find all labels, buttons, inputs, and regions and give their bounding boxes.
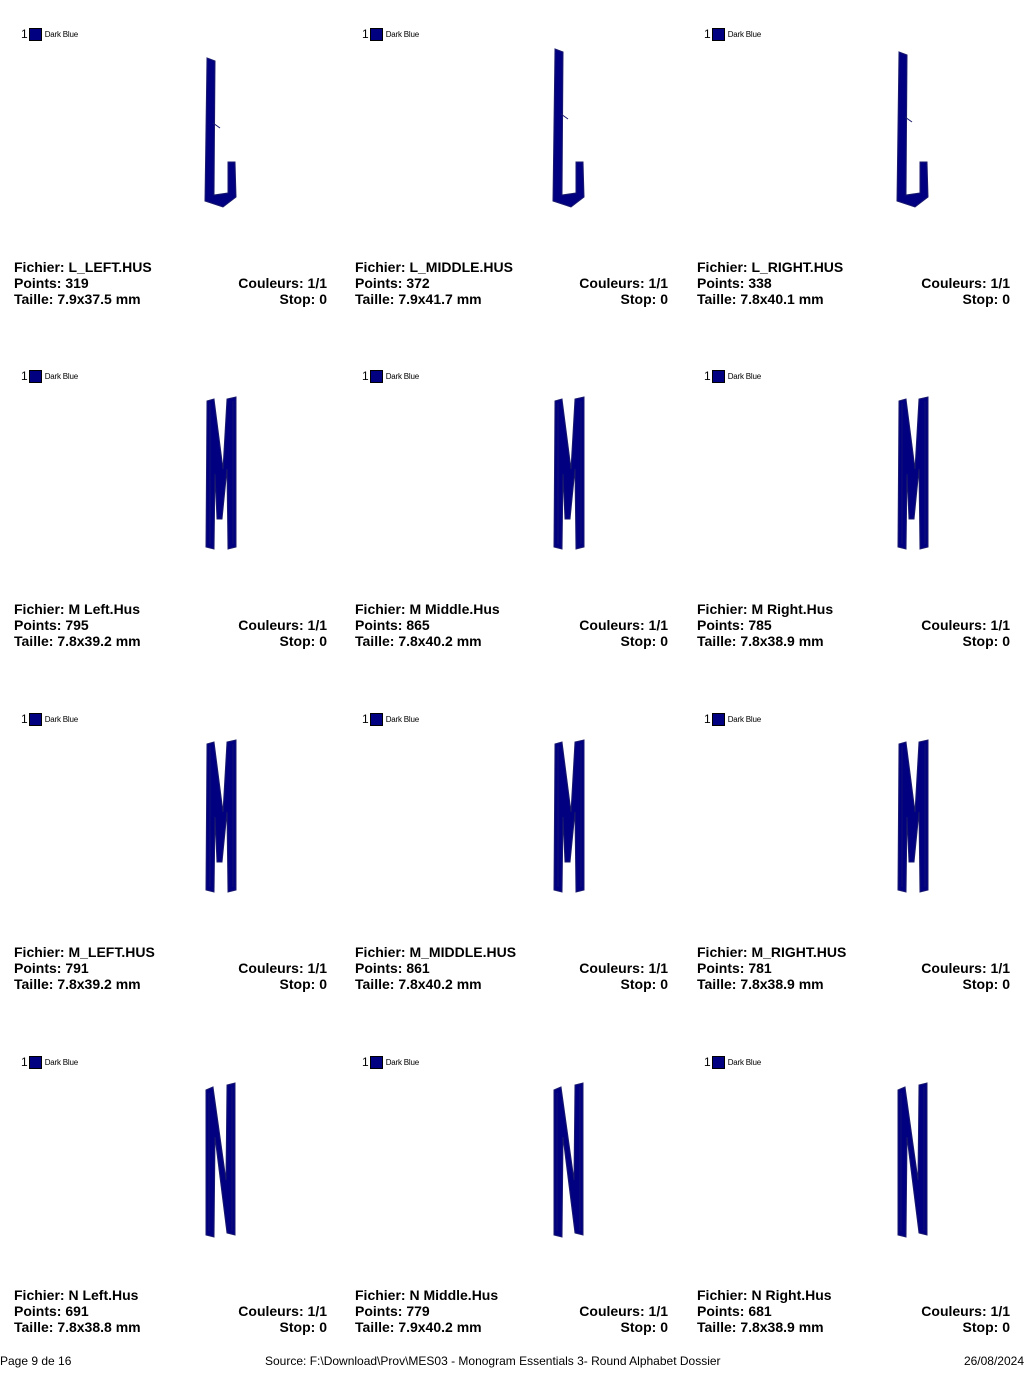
design-card <box>355 712 685 1042</box>
design-info <box>355 259 668 307</box>
points-value: 691 <box>65 1303 89 1319</box>
stop-label: Stop: <box>962 1319 1003 1335</box>
thread-name: Dark Blue <box>727 1057 762 1067</box>
stop-label: Stop: <box>279 633 320 649</box>
file-name: N Middle.Hus <box>409 1287 499 1303</box>
embroidery-letter-m <box>885 389 965 564</box>
file-name: L_RIGHT.HUS <box>751 259 844 275</box>
points-value: 791 <box>65 960 89 976</box>
stop-value: 0 <box>1002 976 1010 992</box>
color-swatch <box>29 713 42 726</box>
colors-value: 1/1 <box>307 617 327 633</box>
file-label: Fichier: <box>355 1287 410 1303</box>
file-name: M_RIGHT.HUS <box>751 944 847 960</box>
size-label: Taille: <box>14 291 58 307</box>
colors-label: Couleurs: <box>921 1303 991 1319</box>
thread-name: Dark Blue <box>385 29 420 39</box>
design-card <box>14 27 344 357</box>
points-label: Points: <box>697 960 749 976</box>
size-value: 7.8x38.9 mm <box>740 1319 824 1335</box>
thread-name: Dark Blue <box>44 1057 79 1067</box>
size-value: 7.8x38.8 mm <box>57 1319 141 1335</box>
points-label: Points: <box>355 617 407 633</box>
design-info <box>355 1287 668 1335</box>
thread-legend <box>362 27 419 41</box>
stop-label: Stop: <box>279 1319 320 1335</box>
file-label: Fichier: <box>355 601 410 617</box>
colors-label: Couleurs: <box>238 960 308 976</box>
stop-value: 0 <box>660 976 668 992</box>
points-value: 795 <box>65 617 89 633</box>
design-card <box>355 369 685 699</box>
points-value: 681 <box>748 1303 772 1319</box>
design-card <box>14 712 344 1042</box>
thread-legend <box>21 1055 78 1069</box>
embroidery-letter-l <box>541 47 621 222</box>
file-label: Fichier: <box>697 1287 752 1303</box>
thread-name: Dark Blue <box>44 371 79 381</box>
thread-name: Dark Blue <box>727 714 762 724</box>
embroidery-preview <box>541 47 621 222</box>
size-label: Taille: <box>14 976 58 992</box>
thread-legend <box>362 712 419 726</box>
size-label: Taille: <box>355 976 399 992</box>
thread-number: 1 <box>362 712 369 726</box>
thread-number: 1 <box>704 712 711 726</box>
embroidery-preview <box>885 1075 965 1250</box>
color-swatch <box>712 1056 725 1069</box>
stop-value: 0 <box>660 291 668 307</box>
size-value: 7.8x38.9 mm <box>740 633 824 649</box>
colors-value: 1/1 <box>648 1303 668 1319</box>
thread-number: 1 <box>704 1055 711 1069</box>
file-label: Fichier: <box>14 944 69 960</box>
design-info <box>14 944 327 992</box>
embroidery-letter-n <box>193 1075 273 1250</box>
colors-label: Couleurs: <box>238 1303 308 1319</box>
embroidery-letter-m <box>541 389 621 564</box>
file-name: M Middle.Hus <box>409 601 500 617</box>
stop-label: Stop: <box>620 633 661 649</box>
design-card <box>697 712 1024 1042</box>
colors-label: Couleurs: <box>238 617 308 633</box>
colors-label: Couleurs: <box>921 960 991 976</box>
size-label: Taille: <box>697 291 741 307</box>
embroidery-letter-l <box>193 47 273 222</box>
colors-label: Couleurs: <box>579 275 649 291</box>
stop-value: 0 <box>319 1319 327 1335</box>
thread-number: 1 <box>362 1055 369 1069</box>
colors-value: 1/1 <box>648 275 668 291</box>
file-name: N Right.Hus <box>751 1287 832 1303</box>
colors-value: 1/1 <box>990 617 1010 633</box>
stop-label: Stop: <box>620 1319 661 1335</box>
points-label: Points: <box>14 960 66 976</box>
thread-legend <box>21 369 78 383</box>
embroidery-letter-m <box>193 732 273 907</box>
embroidery-preview <box>193 732 273 907</box>
design-info <box>697 1287 1010 1335</box>
embroidery-preview <box>885 732 965 907</box>
points-value: 779 <box>406 1303 430 1319</box>
design-info <box>355 944 668 992</box>
color-swatch <box>370 1056 383 1069</box>
points-label: Points: <box>355 275 407 291</box>
thread-number: 1 <box>362 27 369 41</box>
file-label: Fichier: <box>355 259 410 275</box>
file-label: Fichier: <box>697 259 752 275</box>
stop-value: 0 <box>319 633 327 649</box>
colors-label: Couleurs: <box>921 275 991 291</box>
colors-label: Couleurs: <box>579 1303 649 1319</box>
embroidery-letter-n <box>541 1075 621 1250</box>
thread-legend <box>21 27 78 41</box>
thread-legend <box>362 369 419 383</box>
size-value: 7.8x40.2 mm <box>398 633 482 649</box>
color-swatch <box>29 28 42 41</box>
size-label: Taille: <box>697 976 741 992</box>
colors-label: Couleurs: <box>579 960 649 976</box>
size-label: Taille: <box>14 633 58 649</box>
embroidery-letter-n <box>885 1075 965 1250</box>
size-value: 7.9x37.5 mm <box>57 291 141 307</box>
thread-number: 1 <box>21 27 28 41</box>
colors-label: Couleurs: <box>579 617 649 633</box>
colors-value: 1/1 <box>990 275 1010 291</box>
points-label: Points: <box>14 617 66 633</box>
file-label: Fichier: <box>355 944 410 960</box>
color-swatch <box>29 1056 42 1069</box>
color-swatch <box>712 28 725 41</box>
points-label: Points: <box>14 1303 66 1319</box>
stop-label: Stop: <box>620 976 661 992</box>
thread-number: 1 <box>21 712 28 726</box>
stop-value: 0 <box>1002 633 1010 649</box>
thread-legend <box>704 1055 761 1069</box>
points-label: Points: <box>697 1303 749 1319</box>
embroidery-preview <box>541 732 621 907</box>
design-card <box>697 1055 1024 1385</box>
embroidery-letter-l <box>885 47 965 222</box>
points-label: Points: <box>355 1303 407 1319</box>
file-name: M Left.Hus <box>68 601 141 617</box>
file-name: L_MIDDLE.HUS <box>409 259 513 275</box>
file-label: Fichier: <box>697 944 752 960</box>
size-value: 7.8x39.2 mm <box>57 633 141 649</box>
stop-value: 0 <box>319 976 327 992</box>
points-label: Points: <box>14 275 66 291</box>
color-swatch <box>370 370 383 383</box>
colors-value: 1/1 <box>307 275 327 291</box>
colors-value: 1/1 <box>990 960 1010 976</box>
points-label: Points: <box>697 617 749 633</box>
colors-value: 1/1 <box>648 617 668 633</box>
design-card <box>14 369 344 699</box>
design-info <box>14 1287 327 1335</box>
stop-label: Stop: <box>962 633 1003 649</box>
file-name: M Right.Hus <box>751 601 834 617</box>
color-swatch <box>712 713 725 726</box>
embroidery-letter-m <box>193 389 273 564</box>
stop-value: 0 <box>1002 291 1010 307</box>
thread-name: Dark Blue <box>727 29 762 39</box>
design-card <box>697 27 1024 357</box>
thread-legend <box>362 1055 419 1069</box>
design-info <box>14 259 327 307</box>
thread-legend <box>21 712 78 726</box>
size-value: 7.8x38.9 mm <box>740 976 824 992</box>
file-label: Fichier: <box>14 1287 69 1303</box>
stop-value: 0 <box>1002 1319 1010 1335</box>
file-label: Fichier: <box>697 601 752 617</box>
design-info <box>14 601 327 649</box>
embroidery-preview <box>541 1075 621 1250</box>
design-info <box>697 944 1010 992</box>
colors-value: 1/1 <box>307 960 327 976</box>
embroidery-preview <box>193 389 273 564</box>
colors-label: Couleurs: <box>921 617 991 633</box>
print-date: 26/08/2024 <box>963 1354 1024 1368</box>
stop-label: Stop: <box>279 976 320 992</box>
thread-legend <box>704 27 761 41</box>
thread-name: Dark Blue <box>385 371 420 381</box>
design-card <box>14 1055 344 1385</box>
points-value: 865 <box>406 617 430 633</box>
size-value: 7.8x40.2 mm <box>398 976 482 992</box>
thread-legend <box>704 369 761 383</box>
embroidery-preview <box>193 47 273 222</box>
color-swatch <box>712 370 725 383</box>
stop-label: Stop: <box>620 291 661 307</box>
stop-label: Stop: <box>962 976 1003 992</box>
thread-number: 1 <box>704 369 711 383</box>
thread-name: Dark Blue <box>385 714 420 724</box>
stop-value: 0 <box>319 291 327 307</box>
thread-number: 1 <box>21 369 28 383</box>
embroidery-letter-m <box>541 732 621 907</box>
file-name: M_LEFT.HUS <box>68 944 155 960</box>
size-label: Taille: <box>697 1319 741 1335</box>
points-value: 372 <box>406 275 430 291</box>
points-value: 319 <box>65 275 89 291</box>
file-label: Fichier: <box>14 259 69 275</box>
points-value: 861 <box>406 960 430 976</box>
thread-name: Dark Blue <box>44 714 79 724</box>
design-card <box>355 1055 685 1385</box>
colors-value: 1/1 <box>990 1303 1010 1319</box>
file-name: L_LEFT.HUS <box>68 259 152 275</box>
design-info <box>355 601 668 649</box>
points-label: Points: <box>697 275 749 291</box>
thread-legend <box>704 712 761 726</box>
size-value: 7.8x39.2 mm <box>57 976 141 992</box>
thread-number: 1 <box>21 1055 28 1069</box>
embroidery-preview <box>541 389 621 564</box>
points-value: 785 <box>748 617 772 633</box>
thread-number: 1 <box>704 27 711 41</box>
points-value: 781 <box>748 960 772 976</box>
size-label: Taille: <box>697 633 741 649</box>
colors-label: Couleurs: <box>238 275 308 291</box>
thread-name: Dark Blue <box>727 371 762 381</box>
color-swatch <box>370 713 383 726</box>
color-swatch <box>29 370 42 383</box>
design-info <box>697 259 1010 307</box>
stop-label: Stop: <box>279 291 320 307</box>
file-label: Fichier: <box>14 601 69 617</box>
thread-name: Dark Blue <box>44 29 79 39</box>
design-info <box>697 601 1010 649</box>
size-label: Taille: <box>14 1319 58 1335</box>
size-label: Taille: <box>355 291 399 307</box>
size-label: Taille: <box>355 1319 399 1335</box>
stop-label: Stop: <box>962 291 1003 307</box>
thread-name: Dark Blue <box>385 1057 420 1067</box>
colors-value: 1/1 <box>307 1303 327 1319</box>
size-label: Taille: <box>355 633 399 649</box>
size-value: 7.8x40.1 mm <box>740 291 824 307</box>
stop-value: 0 <box>660 633 668 649</box>
stop-value: 0 <box>660 1319 668 1335</box>
embroidery-letter-m <box>885 732 965 907</box>
source-path: Source: F:\Download\Prov\MES03 - Monogram Essentials 3- Round Alphabet Dossier <box>265 1354 721 1368</box>
embroidery-preview <box>193 1075 273 1250</box>
points-value: 338 <box>748 275 772 291</box>
file-name: N Left.Hus <box>68 1287 139 1303</box>
points-label: Points: <box>355 960 407 976</box>
page-number: Page 9 de 16 <box>0 1354 72 1368</box>
size-value: 7.9x41.7 mm <box>398 291 482 307</box>
embroidery-preview <box>885 389 965 564</box>
colors-value: 1/1 <box>648 960 668 976</box>
file-name: M_MIDDLE.HUS <box>409 944 517 960</box>
thread-number: 1 <box>362 369 369 383</box>
embroidery-preview <box>885 47 965 222</box>
size-value: 7.9x40.2 mm <box>398 1319 482 1335</box>
design-card <box>355 27 685 357</box>
design-card <box>697 369 1024 699</box>
color-swatch <box>370 28 383 41</box>
